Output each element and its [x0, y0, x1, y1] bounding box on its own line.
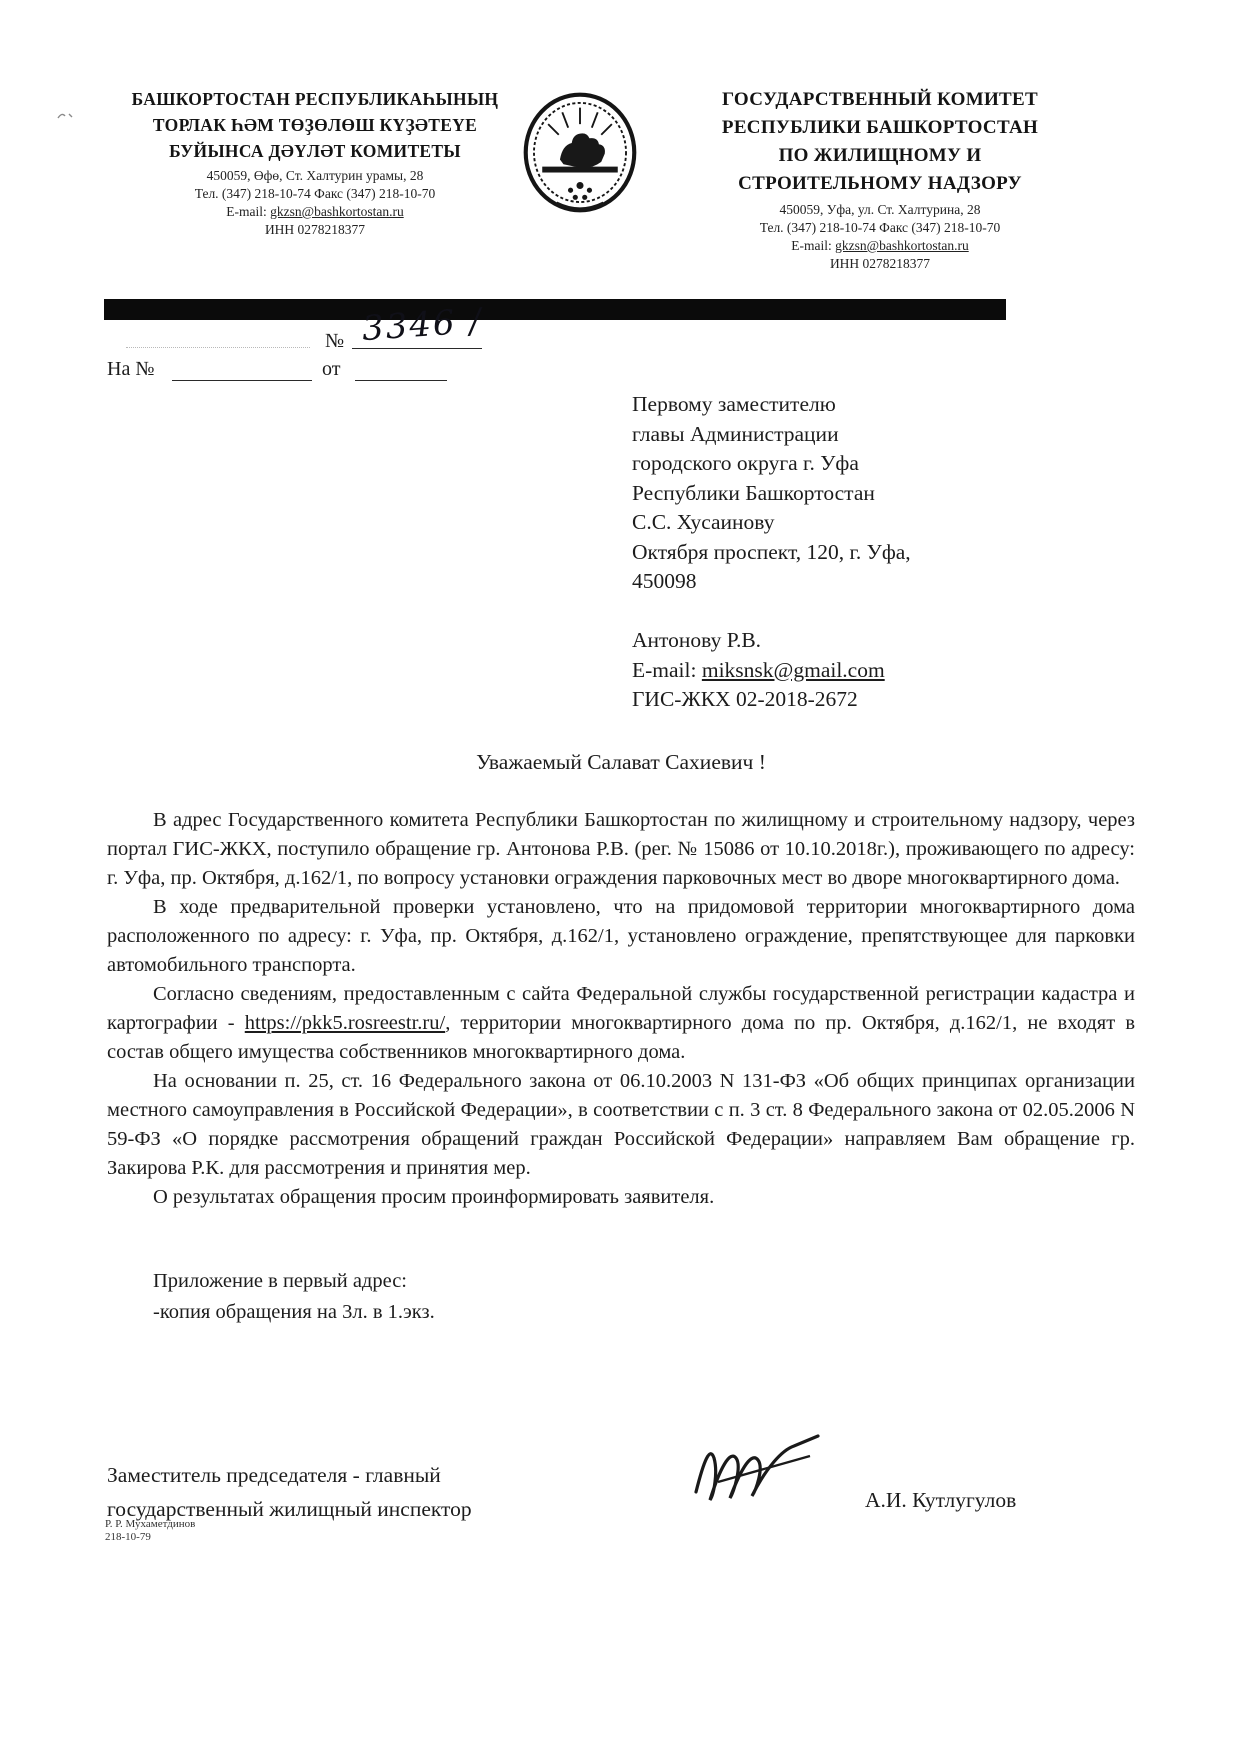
paragraph [107, 980, 1135, 1067]
incoming-number-blank [172, 358, 312, 381]
applicant-block [632, 626, 1112, 715]
email-label: E-mail: [632, 657, 702, 682]
attachment-block [107, 1266, 1135, 1328]
position-line: Заместитель председателя - главный [107, 1463, 441, 1487]
salutation: Уважаемый Салават Сахиевич ! [476, 750, 766, 774]
org-phone: Тел. (347) 218-10-74 Факс (347) 218-10-70 [759, 220, 1001, 235]
letter-body [107, 806, 1135, 1328]
org-name-line: БУЙЫНСА ДӘҮЛӘТ КОМИТЕТЫ [169, 141, 461, 161]
applicant-name: Антонову Р.В. [632, 628, 762, 652]
email-label: E-mail: [226, 204, 271, 219]
signatory-name: А.И. Кутлугулов [865, 1488, 1017, 1512]
from-date-label: от [322, 358, 341, 380]
org-address: 450059, Өфө, Ст. Халтурин урамы, 28 [206, 168, 424, 183]
recipient-line: городского округа г. Уфа [632, 451, 859, 475]
number-underline [352, 320, 482, 349]
number-sign-label: № [325, 330, 345, 352]
org-inn: ИНН 0278218377 [829, 256, 931, 271]
applicant-email-link: miksnsk@gmail.com [701, 657, 885, 682]
paragraph-text: Согласно сведениям, предоставленным с сайта Федеральной службы государственной регистрации кадастра и картографии - [107, 983, 1135, 1034]
sender-email-link: gkzsn@bashkortostan.ru [835, 238, 969, 253]
bashkortostan-emblem-icon [521, 92, 639, 220]
executor-block [105, 1518, 195, 1544]
signatory-position [107, 1458, 627, 1526]
faint-stamp-line [126, 327, 310, 348]
position-line: государственный жилищный инспектор [107, 1497, 472, 1521]
gis-number: ГИС-ЖКХ 02-2018-2672 [632, 687, 858, 711]
handwritten-signature [688, 1428, 838, 1518]
executor-phone: 218-10-79 [105, 1531, 151, 1543]
org-address: 450059, Уфа, ул. Ст. Халтурина, 28 [779, 202, 981, 217]
incoming-number-label: На № [107, 358, 155, 380]
recipient-line: Республики Башкортостан [632, 480, 875, 505]
redaction-bar [104, 299, 1006, 320]
org-phone: Тел. (347) 218-10-74 Факс (347) 218-10-70 [194, 186, 436, 201]
paragraph: В ходе предварительной проверки установлено, что на придомовой территории многоквартирного дома расположенного по адресу: г. Уфа, пр. Октября, д.162/1, установлено ограждение, препятствующее для парковки автомобильного транспорта. [107, 896, 1135, 976]
attachment-title: Приложение в первый адрес: [153, 1270, 408, 1292]
org-name-line: РЕСПУБЛИКИ БАШКОРТОСТАН [721, 117, 1039, 138]
sender-block-bashkir [100, 86, 530, 239]
recipient-line: С.С. Хусаинову [632, 510, 775, 534]
org-name-line: ТОРЛАК ҺӘМ ТӨҘӨЛӨШ КҮҘӘТЕҮЕ [152, 115, 478, 135]
org-email-line [645, 237, 1115, 255]
email-label: E-mail: [791, 238, 836, 253]
sender-block-russian [645, 86, 1115, 273]
org-name-line: ПО ЖИЛИЩНОМУ И [778, 145, 982, 166]
paragraph: В адрес Государственного комитета Республики Башкортостан по жилищному и строительному надзору, через портал ГИС-ЖКХ, поступило обращение гр. Антонова Р.В. (рег. № 15086 от 10.10.2018г.), проживающего по адресу: г. Уфа, пр. Октября, д.162/1, по вопросу установки ограждения парковочных мест во дворе многоквартирного дома. [107, 809, 1135, 889]
recipient-block [632, 390, 1112, 597]
org-email-line [100, 203, 530, 221]
applicant-email-line [632, 656, 1112, 686]
from-date-blank [355, 358, 447, 381]
paragraph-text: , территории многоквартирного дома по пр. Октября, д.162/1, не входят в состав общего имущества собственников многоквартирного дома. [107, 1012, 1135, 1063]
sender-email-link: gkzsn@bashkortostan.ru [270, 204, 404, 219]
org-inn: ИНН 0278218377 [264, 222, 366, 237]
org-name-line: СТРОИТЕЛЬНОМУ НАДЗОРУ [738, 173, 1022, 194]
outgoing-number-handwritten: 3346 / [360, 300, 485, 350]
paragraph: О результатах обращения просим проинформировать заявителя. [153, 1186, 715, 1208]
recipient-line: Первому заместителю [632, 392, 836, 416]
recipient-line: главы Администрации [632, 421, 839, 446]
executor-name: Р. Р. Мухаметдинов [105, 1518, 196, 1530]
recipient-line: 450098 [632, 569, 697, 593]
paragraph: На основании п. 25, ст. 16 Федерального закона от 06.10.2003 N 131-ФЗ «Об общих принципах организации местного самоуправления в Российской Федерации», в соответствии с п. 3 ст. 8 Федерального закона от 02.05.2006 N 59-ФЗ «О порядке рассмотрения обращений граждан Российской Федерации» направляем Вам обращение гр. Закирова Р.К. для рассмотрения и принятия мер. [107, 1070, 1135, 1179]
recipient-line: Октября проспект, 120, г. Уфа, [632, 539, 911, 564]
rosreestr-url-link: https://pkk5.rosreestr.ru/ [244, 1012, 446, 1034]
attachment-item: -копия обращения на 3л. в 1.экз. [153, 1301, 435, 1323]
org-name-line: ГОСУДАРСТВЕННЫЙ КОМИТЕТ [722, 89, 1038, 110]
scan-mark [55, 108, 81, 124]
org-name-line: БАШКОРТОСТАН РЕСПУБЛИКАҺЫНЫҢ [131, 89, 499, 109]
